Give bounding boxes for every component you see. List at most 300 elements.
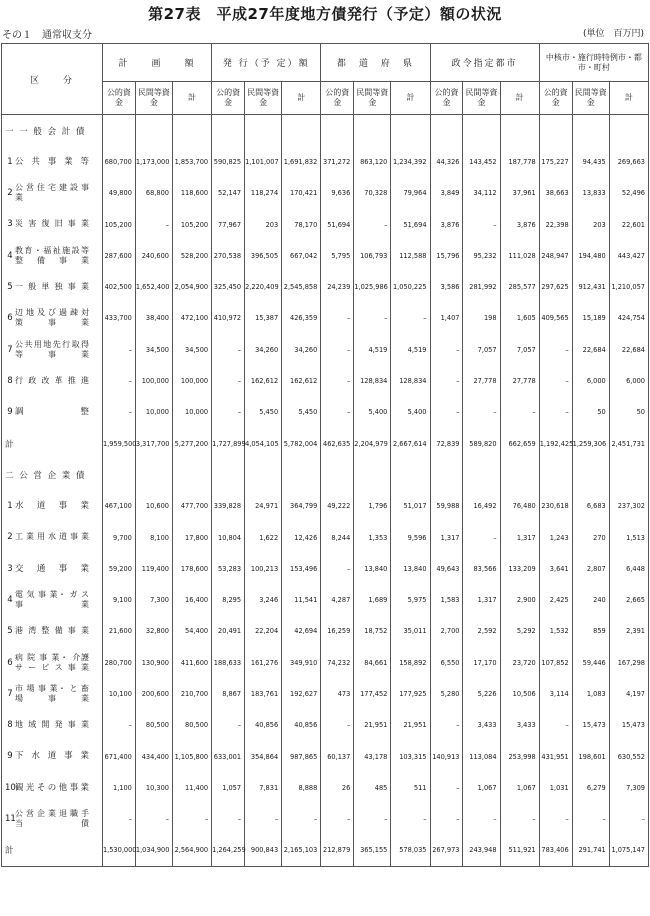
value-cell: 34,260: [282, 334, 321, 365]
value-cell: 1,959,500: [102, 428, 135, 459]
value-cell: 630,552: [609, 741, 648, 772]
value-cell: 2,564,900: [172, 835, 211, 867]
empty-cell: [212, 115, 245, 147]
header-sub-total: 計: [609, 82, 648, 115]
row-label: 観光その他事業: [15, 782, 89, 793]
value-cell: 35,011: [391, 616, 430, 647]
empty-cell: [102, 459, 135, 490]
value-cell: 21,951: [391, 710, 430, 741]
value-cell: 2,220,409: [245, 271, 282, 302]
value-cell: 68,800: [135, 178, 172, 209]
value-cell: 80,500: [172, 710, 211, 741]
value-cell: –: [354, 303, 391, 334]
value-cell: 60,137: [321, 741, 354, 772]
value-cell: 1,100: [102, 772, 135, 803]
value-cell: 633,001: [212, 741, 245, 772]
value-cell: 5,450: [245, 397, 282, 428]
value-cell: 22,684: [609, 334, 648, 365]
value-cell: –: [354, 804, 391, 835]
value-cell: 230,618: [539, 491, 572, 522]
value-cell: 177,452: [354, 678, 391, 709]
header-sub-public-funds: 公的資金: [212, 82, 245, 115]
value-cell: 34,260: [245, 334, 282, 365]
empty-cell: [354, 459, 391, 490]
value-cell: 38,663: [539, 178, 572, 209]
table-row: [2, 741, 649, 772]
row-number: 3: [7, 219, 13, 230]
value-cell: 187,778: [500, 146, 539, 177]
row-label: 市 場 事 業・ と 畜 場 事 業: [15, 683, 89, 703]
value-cell: 1,057: [212, 772, 245, 803]
value-cell: 40,856: [282, 710, 321, 741]
value-cell: 987,865: [282, 741, 321, 772]
value-cell: 177,925: [391, 678, 430, 709]
value-cell: –: [539, 397, 572, 428]
value-cell: 291,741: [572, 835, 609, 867]
value-cell: 2,807: [572, 553, 609, 584]
row-number: 1: [7, 500, 13, 511]
value-cell: 426,359: [282, 303, 321, 334]
value-cell: 34,112: [463, 178, 500, 209]
empty-cell: [391, 459, 430, 490]
value-cell: 912,431: [572, 271, 609, 302]
value-cell: –: [430, 365, 463, 396]
value-cell: 40,856: [245, 710, 282, 741]
value-cell: 26: [321, 772, 354, 803]
value-cell: 396,505: [245, 240, 282, 271]
value-cell: 4,519: [391, 334, 430, 365]
total-row: [2, 428, 649, 459]
header-sub-total: 計: [500, 82, 539, 115]
value-cell: 1,210,057: [609, 271, 648, 302]
value-cell: 50: [609, 397, 648, 428]
value-cell: 3,246: [245, 584, 282, 615]
value-cell: 178,600: [172, 553, 211, 584]
value-cell: 118,600: [172, 178, 211, 209]
value-cell: 113,084: [463, 741, 500, 772]
value-cell: 1,192,425: [539, 428, 572, 459]
header-sub-total: 計: [172, 82, 211, 115]
value-cell: 1,025,986: [354, 271, 391, 302]
value-cell: 112,588: [391, 240, 430, 271]
value-cell: –: [321, 303, 354, 334]
empty-cell: [172, 115, 211, 147]
value-cell: 20,491: [212, 616, 245, 647]
value-cell: 1,067: [463, 772, 500, 803]
value-cell: 194,480: [572, 240, 609, 271]
value-cell: 1,050,225: [391, 271, 430, 302]
empty-cell: [102, 115, 135, 147]
row-number: 7: [7, 688, 13, 699]
value-cell: 590,825: [212, 146, 245, 177]
value-cell: 6,000: [572, 365, 609, 396]
value-cell: 1,234,392: [391, 146, 430, 177]
value-cell: 59,988: [430, 491, 463, 522]
value-cell: 49,222: [321, 491, 354, 522]
value-cell: 1,105,800: [172, 741, 211, 772]
value-cell: 472,100: [172, 303, 211, 334]
header-sub-private-funds: 民間等資金: [245, 82, 282, 115]
value-cell: 473: [321, 678, 354, 709]
value-cell: –: [430, 772, 463, 803]
value-cell: 433,700: [102, 303, 135, 334]
table-row: [2, 584, 649, 615]
row-number: 9: [7, 751, 13, 762]
value-cell: –: [245, 804, 282, 835]
value-cell: 188,633: [212, 647, 245, 678]
value-cell: 44,326: [430, 146, 463, 177]
empty-cell: [135, 115, 172, 147]
value-cell: –: [212, 397, 245, 428]
value-cell: 21,951: [354, 710, 391, 741]
value-cell: 3,433: [463, 710, 500, 741]
row-number: 5: [7, 626, 13, 637]
value-cell: 22,398: [539, 209, 572, 240]
empty-cell: [172, 459, 211, 490]
row-label: 行 政 改 革 推 進: [15, 375, 89, 385]
header-group-prefecture: 都 道 府 県: [321, 44, 430, 82]
value-cell: 38,400: [135, 303, 172, 334]
value-cell: 1,652,400: [135, 271, 172, 302]
value-cell: 1,513: [609, 522, 648, 553]
value-cell: 74,232: [321, 647, 354, 678]
table-row: [2, 678, 649, 709]
header-sub-private-funds: 民間等資金: [463, 82, 500, 115]
value-cell: 83,566: [463, 553, 500, 584]
value-cell: –: [102, 334, 135, 365]
value-cell: –: [321, 553, 354, 584]
value-cell: 158,892: [391, 647, 430, 678]
value-cell: –: [463, 522, 500, 553]
value-cell: 240,600: [135, 240, 172, 271]
row-label: 公 共 事 業 等: [15, 156, 89, 167]
value-cell: 5,400: [391, 397, 430, 428]
value-cell: 54,400: [172, 616, 211, 647]
table-row: [2, 772, 649, 803]
value-cell: 8,100: [135, 522, 172, 553]
empty-cell: [212, 459, 245, 490]
value-cell: 5,975: [391, 584, 430, 615]
value-cell: 49,800: [102, 178, 135, 209]
value-cell: 5,280: [430, 678, 463, 709]
value-cell: 77,967: [212, 209, 245, 240]
value-cell: 1,101,007: [245, 146, 282, 177]
value-cell: 287,600: [102, 240, 135, 271]
value-cell: 3,876: [430, 209, 463, 240]
value-cell: –: [135, 804, 172, 835]
value-cell: 900,843: [245, 835, 282, 867]
value-cell: –: [282, 804, 321, 835]
row-number: 4: [7, 250, 13, 261]
row-number: 7: [7, 344, 13, 355]
value-cell: 212,879: [321, 835, 354, 867]
header-sub-private-funds: 民間等資金: [572, 82, 609, 115]
row-label: 一 般 単 独 事 業: [15, 281, 89, 291]
value-cell: 1,796: [354, 491, 391, 522]
value-cell: –: [539, 710, 572, 741]
row-number: 3: [7, 563, 13, 574]
value-cell: 16,400: [172, 584, 211, 615]
value-cell: 237,302: [609, 491, 648, 522]
value-cell: 431,951: [539, 741, 572, 772]
value-cell: 32,800: [135, 616, 172, 647]
value-cell: 402,500: [102, 271, 135, 302]
empty-cell: [463, 115, 500, 147]
value-cell: 8,888: [282, 772, 321, 803]
value-cell: 1,317: [430, 522, 463, 553]
value-cell: 49,643: [430, 553, 463, 584]
value-cell: 10,300: [135, 772, 172, 803]
value-cell: 2,451,731: [609, 428, 648, 459]
empty-cell: [430, 115, 463, 147]
value-cell: 2,700: [430, 616, 463, 647]
value-cell: 210,700: [172, 678, 211, 709]
value-cell: 424,754: [609, 303, 648, 334]
value-cell: –: [354, 209, 391, 240]
value-cell: 10,506: [500, 678, 539, 709]
value-cell: 371,272: [321, 146, 354, 177]
value-cell: 133,209: [500, 553, 539, 584]
value-cell: 7,309: [609, 772, 648, 803]
value-cell: –: [500, 804, 539, 835]
value-cell: 15,473: [572, 710, 609, 741]
value-cell: 103,315: [391, 741, 430, 772]
value-cell: 1,034,900: [135, 835, 172, 867]
table-row: [2, 178, 649, 209]
value-cell: –: [391, 303, 430, 334]
empty-cell: [282, 459, 321, 490]
table-row: [2, 365, 649, 396]
value-cell: 3,641: [539, 553, 572, 584]
value-cell: –: [500, 397, 539, 428]
value-cell: –: [172, 804, 211, 835]
value-cell: 280,700: [102, 647, 135, 678]
empty-cell: [609, 115, 648, 147]
value-cell: 1,583: [430, 584, 463, 615]
row-label: 教育・福祉施設等 整 備 事 業: [15, 245, 89, 265]
value-cell: 6,279: [572, 772, 609, 803]
row-label: 交 通 事 業: [15, 563, 89, 574]
value-cell: 51,694: [321, 209, 354, 240]
value-cell: 13,840: [354, 553, 391, 584]
section-label: 二 公 営 企 業 債: [5, 470, 87, 481]
empty-cell: [609, 459, 648, 490]
value-cell: 18,752: [354, 616, 391, 647]
value-cell: 162,612: [245, 365, 282, 396]
value-cell: 511,921: [500, 835, 539, 867]
row-number: 10: [5, 782, 16, 793]
row-label: 地 域 開 発 事 業: [15, 720, 89, 730]
value-cell: 5,292: [500, 616, 539, 647]
value-cell: –: [572, 804, 609, 835]
value-cell: –: [430, 710, 463, 741]
value-cell: –: [430, 334, 463, 365]
row-number: 6: [7, 657, 13, 668]
value-cell: 100,000: [172, 365, 211, 396]
value-cell: 22,684: [572, 334, 609, 365]
value-cell: 59,200: [102, 553, 135, 584]
value-cell: 10,100: [102, 678, 135, 709]
value-cell: 3,317,700: [135, 428, 172, 459]
total-row: [2, 835, 649, 867]
row-number: 8: [7, 720, 13, 731]
value-cell: 863,120: [354, 146, 391, 177]
value-cell: 9,700: [102, 522, 135, 553]
value-cell: 3,849: [430, 178, 463, 209]
value-cell: –: [539, 365, 572, 396]
value-cell: –: [212, 804, 245, 835]
table-row: [2, 522, 649, 553]
empty-cell: [572, 115, 609, 147]
empty-cell: [321, 459, 354, 490]
value-cell: –: [321, 710, 354, 741]
value-cell: 667,042: [282, 240, 321, 271]
row-label: 公 営 企 業 退 職 手 当 債: [15, 809, 89, 829]
empty-cell: [500, 459, 539, 490]
value-cell: 43,178: [354, 741, 391, 772]
value-cell: –: [463, 397, 500, 428]
value-cell: 2,391: [609, 616, 648, 647]
row-number: 9: [7, 407, 13, 418]
value-cell: 161,276: [245, 647, 282, 678]
value-cell: 192,627: [282, 678, 321, 709]
value-cell: 198: [463, 303, 500, 334]
value-cell: 5,782,004: [282, 428, 321, 459]
value-cell: 7,300: [135, 584, 172, 615]
empty-cell: [282, 115, 321, 147]
value-cell: –: [463, 209, 500, 240]
value-cell: 143,452: [463, 146, 500, 177]
value-cell: 198,601: [572, 741, 609, 772]
value-cell: 72,839: [430, 428, 463, 459]
value-cell: 7,057: [463, 334, 500, 365]
value-cell: 511: [391, 772, 430, 803]
value-cell: 4,287: [321, 584, 354, 615]
value-cell: 105,200: [172, 209, 211, 240]
value-cell: 51,694: [391, 209, 430, 240]
value-cell: 2,425: [539, 584, 572, 615]
row-number: 1: [7, 156, 13, 167]
value-cell: 5,400: [354, 397, 391, 428]
value-cell: 2,054,900: [172, 271, 211, 302]
value-cell: 50: [572, 397, 609, 428]
table-row: [2, 804, 649, 835]
row-number: 2: [7, 532, 13, 543]
value-cell: 6,683: [572, 491, 609, 522]
value-cell: 13,833: [572, 178, 609, 209]
value-cell: –: [321, 397, 354, 428]
value-cell: 1,264,259: [212, 835, 245, 867]
empty-cell: [539, 459, 572, 490]
value-cell: 8,295: [212, 584, 245, 615]
value-cell: 53,283: [212, 553, 245, 584]
value-cell: 2,165,103: [282, 835, 321, 867]
value-cell: –: [212, 334, 245, 365]
value-cell: 1,622: [245, 522, 282, 553]
value-cell: 410,972: [212, 303, 245, 334]
row-number: 6: [7, 313, 13, 324]
value-cell: 1,727,899: [212, 428, 245, 459]
value-cell: 130,900: [135, 647, 172, 678]
section-header-row: [2, 459, 649, 490]
value-cell: 339,828: [212, 491, 245, 522]
value-cell: 1,317: [500, 522, 539, 553]
empty-cell: [135, 459, 172, 490]
row-number: 11: [5, 814, 16, 825]
value-cell: 1,853,700: [172, 146, 211, 177]
value-cell: –: [539, 334, 572, 365]
value-cell: 59,446: [572, 647, 609, 678]
value-cell: 84,661: [354, 647, 391, 678]
row-number: 4: [7, 595, 13, 606]
value-cell: 105,200: [102, 209, 135, 240]
row-label: 公 営 住 宅 建 設 事 業: [15, 183, 89, 203]
value-cell: 467,100: [102, 491, 135, 522]
value-cell: 3,586: [430, 271, 463, 302]
value-cell: 1,407: [430, 303, 463, 334]
value-cell: 16,259: [321, 616, 354, 647]
section-header-row: [2, 115, 649, 147]
value-cell: 17,170: [463, 647, 500, 678]
value-cell: 79,964: [391, 178, 430, 209]
table-subtitle: その１ 通常収支分: [2, 30, 92, 41]
value-cell: 2,665: [609, 584, 648, 615]
value-cell: 11,541: [282, 584, 321, 615]
value-cell: 1,530,000: [102, 835, 135, 867]
header-group-designated-city: 政令指定都市: [430, 44, 539, 82]
table-row: [2, 240, 649, 271]
empty-cell: [245, 115, 282, 147]
value-cell: 1,259,306: [572, 428, 609, 459]
value-cell: 3,114: [539, 678, 572, 709]
value-cell: 94,435: [572, 146, 609, 177]
value-cell: 6,550: [430, 647, 463, 678]
value-cell: –: [321, 804, 354, 835]
header-group-issued: 発 行（予 定）額: [212, 44, 321, 82]
value-cell: 2,592: [463, 616, 500, 647]
table-row: [2, 146, 649, 177]
value-cell: 1,243: [539, 522, 572, 553]
table-row: [2, 491, 649, 522]
value-cell: 106,793: [354, 240, 391, 271]
value-cell: –: [135, 209, 172, 240]
value-cell: 253,998: [500, 741, 539, 772]
empty-cell: [539, 115, 572, 147]
value-cell: –: [102, 710, 135, 741]
value-cell: 10,804: [212, 522, 245, 553]
value-cell: 462,635: [321, 428, 354, 459]
table-row: [2, 710, 649, 741]
value-cell: 34,500: [135, 334, 172, 365]
value-cell: 783,406: [539, 835, 572, 867]
value-cell: 11,400: [172, 772, 211, 803]
value-cell: 128,834: [354, 365, 391, 396]
value-cell: 270: [572, 522, 609, 553]
value-cell: 37,961: [500, 178, 539, 209]
value-cell: 411,600: [172, 647, 211, 678]
value-cell: 409,565: [539, 303, 572, 334]
value-cell: 13,840: [391, 553, 430, 584]
header-sub-private-funds: 民間等資金: [354, 82, 391, 115]
row-label: 水 道 事 業: [15, 500, 89, 511]
value-cell: 2,900: [500, 584, 539, 615]
row-label: 調 整: [15, 407, 89, 418]
value-cell: 9,636: [321, 178, 354, 209]
header-kubun: 区 分: [2, 44, 103, 115]
empty-cell: [354, 115, 391, 147]
value-cell: –: [321, 334, 354, 365]
value-cell: 5,277,200: [172, 428, 211, 459]
